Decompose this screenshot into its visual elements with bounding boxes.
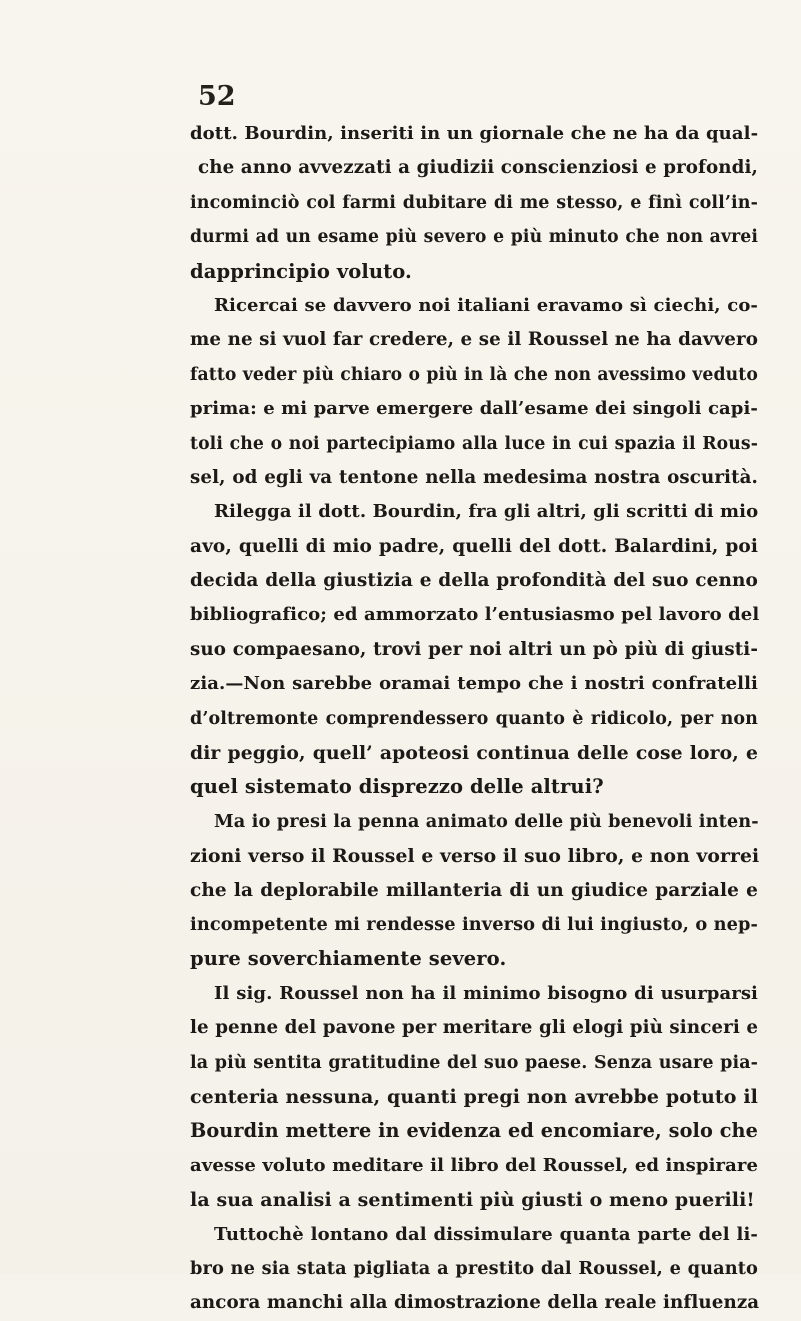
text-line: Ma io presi la penna animato delle più benevoli inten- bbox=[214, 810, 759, 832]
text-line: incominciò col farmi dubitare di me stesso, e finì coll’in- bbox=[190, 192, 758, 213]
text-line: centeria nessuna, quanti pregi non avrebbe potuto il bbox=[190, 1085, 758, 1108]
text-line: Rilegga il dott. Bourdin, fra gli altri, gli scritti di mio bbox=[214, 501, 759, 523]
text-line: avesse voluto meditare il libro del Roussel, ed inspirare bbox=[190, 1154, 758, 1176]
text-line: Bourdin mettere in evidenza ed encomiare, solo che bbox=[190, 1119, 758, 1143]
text-line: incompetente mi rendesse inverso di lui ingiusto, o nep- bbox=[190, 913, 758, 935]
text-line: decida della giustizia e della profondità del suo cenno bbox=[190, 570, 758, 592]
text-line: fatto veder più chiaro o più in là che non avessimo veduto bbox=[190, 364, 758, 385]
text-line: bro ne sia stata pigliata a prestito dal Roussel, e quanto bbox=[190, 1257, 758, 1279]
text-line: pure soverchiamente severo. bbox=[190, 947, 507, 971]
text-line: le penne del pavone per meritare gli elogi più sinceri e bbox=[190, 1017, 759, 1039]
text-line: Ricercai se davvero noi italiani eravamo sì ciechi, co- bbox=[214, 294, 758, 316]
text-line: che anno avvezzati a giudizii conscienziosi e profondi, bbox=[198, 157, 758, 179]
text-line: d’oltremonte comprendessero quanto è ridicolo, per non bbox=[190, 708, 758, 729]
text-line: sel, od egli va tentone nella medesima nostra oscurità. bbox=[190, 466, 758, 488]
text-line: ancora manchi alla dimostrazione della reale influenza bbox=[190, 1292, 760, 1314]
text-line: che la deplorabile millanteria di un giudice parziale e bbox=[190, 879, 758, 901]
text-line: me ne si vuol far credere, e se il Roussel ne ha davvero bbox=[190, 329, 758, 351]
page-number: 52 bbox=[198, 81, 236, 112]
text-line: Tuttochè lontano dal dissimulare quanta parte del li- bbox=[214, 1223, 758, 1245]
text-line: avo, quelli di mio padre, quelli del dott. Balardini, poi bbox=[190, 535, 758, 557]
text-line: la sua analisi a sentimenti più giusti o meno puerili! bbox=[190, 1189, 755, 1212]
text-line: dott. Bourdin, inseriti in un giornale che ne ha da qual- bbox=[190, 123, 759, 144]
text-line: suo compaesano, trovi per noi altri un pò più di giusti- bbox=[190, 638, 758, 660]
text-line: dapprincipio voluto. bbox=[190, 259, 412, 283]
body-text bbox=[190, 117, 758, 1321]
text-line: bibliografico; ed ammorzato l’entusiasmo pel lavoro del bbox=[190, 604, 760, 626]
text-line: la più sentita gratitudine del suo paese. Senza usare pia- bbox=[190, 1052, 758, 1073]
text-line: prima: e mi parve emergere dall’esame dei singoli capi- bbox=[190, 398, 758, 420]
text-line: durmi ad un esame più severo e più minuto che non avrei bbox=[190, 227, 758, 248]
text-line: zia.—Non sarebbe oramai tempo che i nostri confratelli bbox=[190, 673, 758, 695]
text-line: quel sistemato disprezzo delle altrui? bbox=[190, 775, 604, 799]
text-line: dir peggio, quell’ apoteosi continua delle cose loro, e bbox=[190, 742, 758, 765]
text-line: zioni verso il Roussel e verso il suo libro, e non vorrei bbox=[190, 845, 760, 868]
text-line: toli che o noi partecipiamo alla luce in cui spazia il Rous- bbox=[190, 433, 758, 454]
text-line: Il sig. Roussel non ha il minimo bisogno di usurparsi bbox=[214, 982, 758, 1004]
